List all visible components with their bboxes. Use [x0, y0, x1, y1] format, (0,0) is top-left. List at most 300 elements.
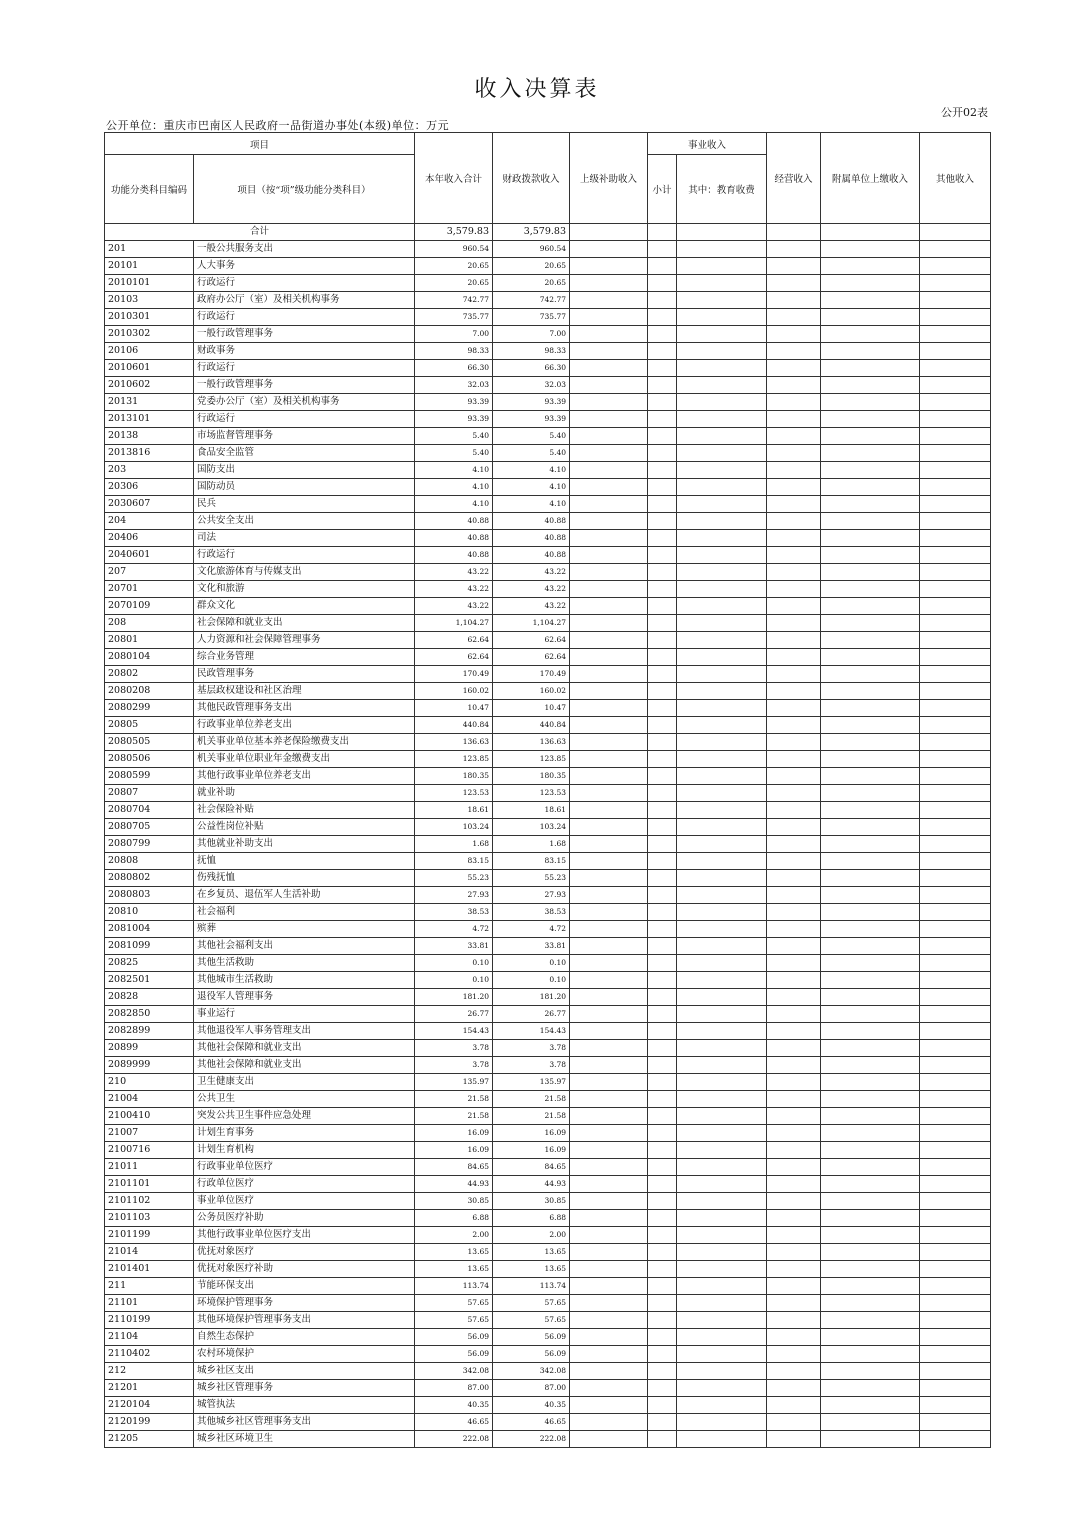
- empty-cell: [648, 1125, 677, 1142]
- table-row: [105, 921, 991, 938]
- empty-cell: [648, 394, 677, 411]
- row-fiscal: 46.65: [493, 1414, 570, 1431]
- empty-cell: [821, 1193, 920, 1210]
- empty-cell: [920, 496, 991, 513]
- empty-cell: [920, 938, 991, 955]
- table-row: [105, 428, 991, 445]
- empty-cell: [920, 360, 991, 377]
- row-name: 食品安全监管: [194, 445, 415, 462]
- empty-cell: [677, 394, 767, 411]
- empty-cell: [677, 1040, 767, 1057]
- table-row: [105, 1057, 991, 1074]
- row-fiscal: 20.65: [493, 258, 570, 275]
- table-row: [105, 343, 991, 360]
- empty-cell: [821, 496, 920, 513]
- empty-cell: [767, 343, 821, 360]
- empty-cell: [677, 1261, 767, 1278]
- empty-cell: [821, 1329, 920, 1346]
- table-row: [105, 513, 991, 530]
- row-total-income: 7.00: [415, 326, 493, 343]
- header-subordinate: 附属单位上缴收入: [821, 133, 920, 224]
- empty-cell: [821, 479, 920, 496]
- empty-cell: [920, 904, 991, 921]
- row-fiscal: 222.08: [493, 1431, 570, 1448]
- empty-cell: [648, 1227, 677, 1244]
- row-total-income: 13.65: [415, 1244, 493, 1261]
- empty-cell: [821, 989, 920, 1006]
- empty-cell: [677, 445, 767, 462]
- empty-cell: [648, 1329, 677, 1346]
- row-code: 20306: [105, 479, 194, 496]
- row-total-income: 40.88: [415, 547, 493, 564]
- row-name: 机关事业单位职业年金缴费支出: [194, 751, 415, 768]
- row-fiscal: 123.53: [493, 785, 570, 802]
- row-name: 优抚对象医疗补助: [194, 1261, 415, 1278]
- empty-cell: [821, 734, 920, 751]
- row-name: 社会保障和就业支出: [194, 615, 415, 632]
- table-row: [105, 581, 991, 598]
- empty-cell: [648, 1431, 677, 1448]
- row-code: 21014: [105, 1244, 194, 1261]
- row-total-income: 0.10: [415, 955, 493, 972]
- row-total-income: 5.40: [415, 445, 493, 462]
- empty-cell: [767, 360, 821, 377]
- empty-cell: [677, 1380, 767, 1397]
- empty-cell: [920, 1006, 991, 1023]
- empty-cell: [570, 666, 648, 683]
- row-name: 财政事务: [194, 343, 415, 360]
- empty-cell: [677, 1312, 767, 1329]
- row-total-income: 30.85: [415, 1193, 493, 1210]
- row-code: 20807: [105, 785, 194, 802]
- row-total-income: 742.77: [415, 292, 493, 309]
- empty-cell: [570, 1040, 648, 1057]
- empty-cell: [821, 1363, 920, 1380]
- row-name: 事业运行: [194, 1006, 415, 1023]
- empty-cell: [677, 1108, 767, 1125]
- table-row: [105, 836, 991, 853]
- row-total-income: 5.40: [415, 428, 493, 445]
- unit-line: 公开单位：重庆市巴南区人民政府一品街道办事处(本级)单位：万元: [106, 119, 450, 132]
- empty-cell: [570, 496, 648, 513]
- row-total-income: 62.64: [415, 649, 493, 666]
- empty-cell: [821, 258, 920, 275]
- empty-cell: [821, 1244, 920, 1261]
- row-code: 2080599: [105, 768, 194, 785]
- row-fiscal: 181.20: [493, 989, 570, 1006]
- empty-cell: [767, 1244, 821, 1261]
- row-name: 伤残抚恤: [194, 870, 415, 887]
- row-name: 农村环境保护: [194, 1346, 415, 1363]
- row-code: 203: [105, 462, 194, 479]
- empty-cell: [920, 564, 991, 581]
- row-fiscal: 40.35: [493, 1397, 570, 1414]
- row-fiscal: 43.22: [493, 564, 570, 581]
- empty-cell: [677, 989, 767, 1006]
- empty-cell: [920, 1329, 991, 1346]
- row-name: 事业单位医疗: [194, 1193, 415, 1210]
- empty-cell: [767, 887, 821, 904]
- empty-cell: [570, 1431, 648, 1448]
- row-name: 计划生育事务: [194, 1125, 415, 1142]
- row-code: 2100410: [105, 1108, 194, 1125]
- row-fiscal: 13.65: [493, 1244, 570, 1261]
- row-code: 210: [105, 1074, 194, 1091]
- table-row: [105, 785, 991, 802]
- empty-cell: [677, 1159, 767, 1176]
- row-total-income: 40.88: [415, 513, 493, 530]
- row-code: 20701: [105, 581, 194, 598]
- row-name: 其他退役军人事务管理支出: [194, 1023, 415, 1040]
- row-fiscal: 38.53: [493, 904, 570, 921]
- empty-cell: [920, 989, 991, 1006]
- empty-cell: [570, 1261, 648, 1278]
- table-row: [105, 1346, 991, 1363]
- empty-cell: [677, 1397, 767, 1414]
- empty-cell: [767, 445, 821, 462]
- empty-cell: [920, 479, 991, 496]
- row-fiscal: 83.15: [493, 853, 570, 870]
- total-income-value: 3,579.83: [415, 224, 493, 241]
- empty-cell: [767, 700, 821, 717]
- row-total-income: 123.85: [415, 751, 493, 768]
- empty-cell: [648, 666, 677, 683]
- empty-cell: [767, 1125, 821, 1142]
- empty-cell: [570, 564, 648, 581]
- row-code: 20805: [105, 717, 194, 734]
- empty-cell: [920, 1380, 991, 1397]
- table-row: [105, 938, 991, 955]
- empty-cell: [767, 1159, 821, 1176]
- row-name: 民兵: [194, 496, 415, 513]
- empty-cell: [570, 1244, 648, 1261]
- empty-cell: [570, 1380, 648, 1397]
- table-row: [105, 479, 991, 496]
- row-total-income: 83.15: [415, 853, 493, 870]
- row-name: 突发公共卫生事件应急处理: [194, 1108, 415, 1125]
- empty-cell: [648, 1074, 677, 1091]
- row-name: 行政运行: [194, 411, 415, 428]
- empty-cell: [767, 989, 821, 1006]
- row-total-income: 98.33: [415, 343, 493, 360]
- empty-cell: [648, 547, 677, 564]
- empty-cell: [570, 751, 648, 768]
- row-fiscal: 135.97: [493, 1074, 570, 1091]
- empty-cell: [821, 683, 920, 700]
- row-fiscal: 87.00: [493, 1380, 570, 1397]
- empty-cell: [648, 802, 677, 819]
- row-fiscal: 170.49: [493, 666, 570, 683]
- row-name: 一般行政管理事务: [194, 326, 415, 343]
- empty-cell: [767, 292, 821, 309]
- table-row: [105, 1227, 991, 1244]
- empty-cell: [821, 1040, 920, 1057]
- total-fiscal-value: 3,579.83: [493, 224, 570, 241]
- row-total-income: 180.35: [415, 768, 493, 785]
- empty-cell: [920, 700, 991, 717]
- row-name: 其他民政管理事务支出: [194, 700, 415, 717]
- empty-cell: [570, 836, 648, 853]
- table-row: [105, 530, 991, 547]
- empty-cell: [767, 666, 821, 683]
- row-total-income: 160.02: [415, 683, 493, 700]
- empty-cell: [920, 1431, 991, 1448]
- empty-cell: [767, 768, 821, 785]
- row-total-income: 123.53: [415, 785, 493, 802]
- row-fiscal: 440.84: [493, 717, 570, 734]
- row-fiscal: 66.30: [493, 360, 570, 377]
- empty-cell: [677, 972, 767, 989]
- header-subtotal: 小计: [648, 155, 677, 224]
- empty-cell: [570, 1329, 648, 1346]
- row-code: 2110402: [105, 1346, 194, 1363]
- row-fiscal: 40.88: [493, 513, 570, 530]
- row-total-income: 44.93: [415, 1176, 493, 1193]
- empty-cell: [677, 666, 767, 683]
- empty-cell: [648, 581, 677, 598]
- empty-cell: [677, 1278, 767, 1295]
- row-code: 20810: [105, 904, 194, 921]
- empty-cell: [648, 751, 677, 768]
- row-name: 其他环境保护管理事务支出: [194, 1312, 415, 1329]
- empty-cell: [821, 836, 920, 853]
- row-name: 卫生健康支出: [194, 1074, 415, 1091]
- row-code: 2040601: [105, 547, 194, 564]
- empty-cell: [767, 972, 821, 989]
- row-total-income: 57.65: [415, 1295, 493, 1312]
- empty-cell: [648, 1091, 677, 1108]
- table-row: [105, 309, 991, 326]
- empty-cell: [920, 292, 991, 309]
- empty-cell: [767, 377, 821, 394]
- empty-cell: [821, 275, 920, 292]
- empty-cell: [677, 734, 767, 751]
- row-fiscal: 136.63: [493, 734, 570, 751]
- empty-cell: [821, 1295, 920, 1312]
- row-code: 2081004: [105, 921, 194, 938]
- empty-cell: [767, 1397, 821, 1414]
- empty-cell: [570, 853, 648, 870]
- table-row: [105, 1091, 991, 1108]
- empty-cell: [677, 1176, 767, 1193]
- row-code: 208: [105, 615, 194, 632]
- empty-cell: [767, 1193, 821, 1210]
- empty-cell: [821, 411, 920, 428]
- empty-cell: [767, 649, 821, 666]
- empty-cell: [821, 445, 920, 462]
- empty-cell: [821, 1346, 920, 1363]
- header-func-name: 项目（按“项”级功能分类科目）: [194, 155, 415, 224]
- empty-cell: [821, 292, 920, 309]
- empty-cell: [920, 836, 991, 853]
- empty-cell: [767, 1312, 821, 1329]
- empty-cell: [821, 462, 920, 479]
- empty-cell: [677, 1363, 767, 1380]
- empty-cell: [677, 1125, 767, 1142]
- empty-cell: [821, 904, 920, 921]
- empty-cell: [677, 496, 767, 513]
- empty-cell: [920, 258, 991, 275]
- empty-cell: [570, 343, 648, 360]
- empty-cell: [920, 819, 991, 836]
- header-education: 其中：教育收费: [677, 155, 767, 224]
- row-code: 21101: [105, 1295, 194, 1312]
- empty-cell: [677, 853, 767, 870]
- row-total-income: 154.43: [415, 1023, 493, 1040]
- row-total-income: 38.53: [415, 904, 493, 921]
- empty-cell: [767, 870, 821, 887]
- row-total-income: 33.81: [415, 938, 493, 955]
- empty-cell: [570, 1006, 648, 1023]
- row-total-income: 56.09: [415, 1346, 493, 1363]
- empty-cell: [570, 955, 648, 972]
- empty-cell: [920, 1363, 991, 1380]
- row-name: 城乡社区管理事务: [194, 1380, 415, 1397]
- row-total-income: 4.10: [415, 462, 493, 479]
- empty-cell: [920, 377, 991, 394]
- empty-cell: [821, 309, 920, 326]
- row-name: 其他城市生活救助: [194, 972, 415, 989]
- empty-cell: [677, 870, 767, 887]
- empty-cell: [677, 649, 767, 666]
- row-code: 2100716: [105, 1142, 194, 1159]
- empty-cell: [648, 275, 677, 292]
- empty-cell: [821, 785, 920, 802]
- empty-cell: [821, 1312, 920, 1329]
- empty-cell: [767, 496, 821, 513]
- empty-cell: [821, 581, 920, 598]
- empty-cell: [570, 1414, 648, 1431]
- empty-cell: [570, 1397, 648, 1414]
- empty-cell: [767, 819, 821, 836]
- empty-cell: [648, 955, 677, 972]
- empty-cell: [920, 1193, 991, 1210]
- empty-cell: [767, 513, 821, 530]
- empty-cell: [677, 1346, 767, 1363]
- empty-cell: [648, 1397, 677, 1414]
- row-name: 人大事务: [194, 258, 415, 275]
- row-code: 2080299: [105, 700, 194, 717]
- table-row: [105, 666, 991, 683]
- empty-cell: [648, 819, 677, 836]
- table-row: [105, 632, 991, 649]
- empty-cell: [648, 615, 677, 632]
- row-fiscal: 56.09: [493, 1329, 570, 1346]
- empty-cell: [570, 581, 648, 598]
- empty-cell: [821, 377, 920, 394]
- row-fiscal: 4.10: [493, 479, 570, 496]
- empty-cell: [920, 615, 991, 632]
- empty-cell: [767, 547, 821, 564]
- empty-cell: [767, 1074, 821, 1091]
- row-total-income: 222.08: [415, 1431, 493, 1448]
- empty-cell: [821, 802, 920, 819]
- row-code: 207: [105, 564, 194, 581]
- empty-cell: [767, 428, 821, 445]
- empty-cell: [570, 870, 648, 887]
- row-fiscal: 43.22: [493, 598, 570, 615]
- row-name: 社会保险补贴: [194, 802, 415, 819]
- row-code: 20828: [105, 989, 194, 1006]
- table-row: [105, 853, 991, 870]
- table-row: [105, 496, 991, 513]
- empty-cell: [677, 1057, 767, 1074]
- empty-cell: [920, 411, 991, 428]
- empty-cell: [570, 632, 648, 649]
- row-name: 其他社会保障和就业支出: [194, 1057, 415, 1074]
- empty-cell: [920, 1142, 991, 1159]
- empty-cell: [648, 1159, 677, 1176]
- empty-cell: [677, 1295, 767, 1312]
- empty-cell: [920, 428, 991, 445]
- row-total-income: 21.58: [415, 1108, 493, 1125]
- empty-cell: [767, 1346, 821, 1363]
- table-row: [105, 547, 991, 564]
- row-code: 20131: [105, 394, 194, 411]
- empty-cell: [920, 547, 991, 564]
- empty-cell: [920, 751, 991, 768]
- empty-cell: [677, 275, 767, 292]
- empty-cell: [648, 768, 677, 785]
- empty-cell: [767, 1329, 821, 1346]
- empty-cell: [821, 326, 920, 343]
- empty-cell: [570, 1363, 648, 1380]
- empty-cell: [570, 445, 648, 462]
- empty-cell: [648, 258, 677, 275]
- empty-cell: [920, 853, 991, 870]
- empty-cell: [767, 734, 821, 751]
- table-row: [105, 1363, 991, 1380]
- row-fiscal: 735.77: [493, 309, 570, 326]
- empty-cell: [677, 700, 767, 717]
- empty-cell: [920, 768, 991, 785]
- empty-cell: [570, 649, 648, 666]
- empty-cell: [648, 1176, 677, 1193]
- row-name: 行政运行: [194, 309, 415, 326]
- row-total-income: 16.09: [415, 1142, 493, 1159]
- row-fiscal: 10.47: [493, 700, 570, 717]
- empty-cell: [648, 972, 677, 989]
- table-row: [105, 1142, 991, 1159]
- table-row: [105, 1431, 991, 1448]
- empty-cell: [648, 428, 677, 445]
- table-row: [105, 1329, 991, 1346]
- empty-cell: [677, 887, 767, 904]
- empty-cell: [920, 513, 991, 530]
- empty-cell: [821, 972, 920, 989]
- row-name: 在乡复员、退伍军人生活补助: [194, 887, 415, 904]
- empty-cell: [821, 1159, 920, 1176]
- table-row: [105, 1295, 991, 1312]
- row-fiscal: 56.09: [493, 1346, 570, 1363]
- empty-cell: [767, 836, 821, 853]
- table-row: [105, 394, 991, 411]
- table-row: [105, 870, 991, 887]
- empty-cell: [648, 1244, 677, 1261]
- row-code: 212: [105, 1363, 194, 1380]
- empty-cell: [570, 921, 648, 938]
- row-code: 20101: [105, 258, 194, 275]
- row-total-income: 3.78: [415, 1057, 493, 1074]
- empty-cell: [767, 802, 821, 819]
- empty-cell: [821, 632, 920, 649]
- table-row: [105, 1176, 991, 1193]
- empty-cell: [821, 921, 920, 938]
- table-row: [105, 445, 991, 462]
- row-code: 21004: [105, 1091, 194, 1108]
- row-code: 2101199: [105, 1227, 194, 1244]
- empty-cell: [648, 836, 677, 853]
